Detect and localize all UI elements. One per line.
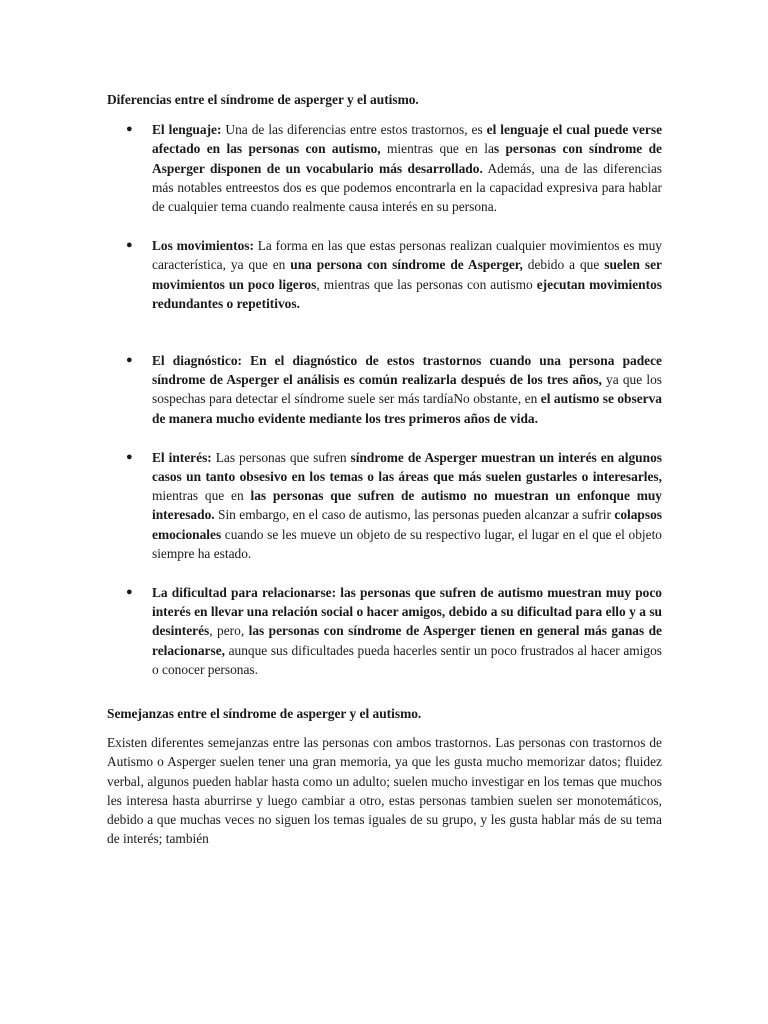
heading-differences: Diferencias entre el síndrome de asperger y el autismo. — [107, 92, 419, 107]
bold-text-segment: colapsos emocionales — [152, 507, 662, 542]
bold-text-segment: La dificultad para relacionarse: las personas que sufren de autismo muestran muy poco interés en llevar una relación social o hacer amigos, debido a su dificultad para ello y a su desinterés — [152, 585, 662, 639]
list-item-text — [152, 238, 662, 311]
heading-similarities: Semejanzas entre el síndrome de asperger y el autismo. — [107, 706, 422, 722]
text-segment: cuando se les mueve un objeto de su respectivo lugar, el lugar en el que el objeto siempre ha estado. — [152, 526, 662, 561]
bold-text-segment: s personas con síndrome de Asperger disponen de un vocabulario más desarrollado. — [152, 141, 662, 176]
text-segment: Las personas que sufren — [211, 449, 351, 465]
text-segment: Una de las diferencias entre estos trastornos, es — [221, 122, 487, 138]
bold-text-segment: ejecutan movimientos redundantes o repetitivos. — [152, 276, 662, 311]
bold-text-segment: El interés: — [152, 449, 212, 465]
bold-text-segment: el lenguaje el cual puede verse afectado en las personas con autismo, — [152, 122, 663, 157]
list-item — [126, 448, 662, 563]
text-segment: mientras que en la — [380, 141, 494, 157]
list-item-text — [152, 450, 662, 561]
bold-text-segment: El lenguaje: — [152, 122, 222, 138]
bullet-icon: ● — [126, 354, 133, 367]
bold-text-segment: las personas que sufren de autismo no muestran un enfonque muy interesado. — [152, 488, 662, 523]
text-segment: La forma en las que estas personas realizan cualquier movimientos es muy característica, ya que en — [152, 238, 663, 273]
text-segment: aunque sus dificultades pueda hacerles sentir un poco frustrados al hacer amigos o conocer personas. — [152, 642, 662, 677]
text-segment: ya que los sospechas para detectar el síndrome suele ser más tardíaNo obstante, en — [152, 372, 662, 407]
bullet-icon: ● — [126, 239, 133, 252]
text-segment: mientras que en — [152, 488, 251, 504]
differences-list — [107, 120, 662, 679]
text-segment: debido a que — [522, 257, 605, 273]
bold-text-segment: El diagnóstico: En el diagnóstico de estos trastornos cuando una persona padece síndrome de Asperger el análisis es común realizarla después de los tres años, — [152, 353, 662, 388]
bold-text-segment: suelen ser movimientos un poco ligeros — [152, 257, 662, 292]
bullet-icon: ● — [126, 123, 133, 136]
paragraph-similarities: Existen diferentes semejanzas entre las personas con ambos trastornos. Las personas con trastornos de Autismo o Asperger suelen tener una gran memoria, ya que les gusta mucho memorizar datos; fluidez verbal, algunos pueden hablar hasta como un adulto; suelen mucho investigar en los temas que muchos les interesa hasta aburrirse y luego cambiar a otro, estas personas tambien suelen ser monotemáticos, debido a que muchas veces no siguen los temas iguales de su grupo, y les gusta hablar más de su tema de interés; también — [107, 735, 662, 847]
list-item-text — [152, 122, 662, 214]
list-item — [126, 236, 663, 313]
text-segment: , pero, — [209, 623, 249, 639]
text-segment: Además, una de las diferencias más notables entreestos dos es que podemos encontrarla en la capacidad expresiva para hablar de cualquier tema cuando realmente causa interés en su persona. — [152, 160, 663, 215]
list-item — [126, 120, 663, 216]
bullet-icon: ● — [126, 586, 133, 599]
bold-text-segment: el autismo se observa de manera mucho evidente mediante los tres primeros años de vida. — [152, 391, 662, 426]
list-item — [126, 351, 662, 428]
list-item — [126, 583, 662, 679]
bold-text-segment: las personas con síndrome de Asperger tienen en general más ganas de relacionarse, — [152, 623, 662, 658]
list-item-text — [152, 353, 662, 426]
bold-text-segment: Los movimientos: — [152, 238, 254, 254]
bold-text-segment: síndrome de Asperger muestran un interés en algunos casos un tanto obsesivo en los temas o las áreas que más suelen gustarles o interesarles, — [152, 449, 662, 485]
bullet-icon: ● — [126, 450, 133, 463]
text-segment: Sin embargo, en el caso de autismo, las personas pueden alcanzar a sufrir — [214, 507, 615, 523]
list-item-text — [152, 585, 662, 677]
bold-text-segment: una persona con síndrome de Asperger, — [290, 257, 523, 273]
text-segment: , mientras que las personas con autismo — [316, 276, 537, 292]
